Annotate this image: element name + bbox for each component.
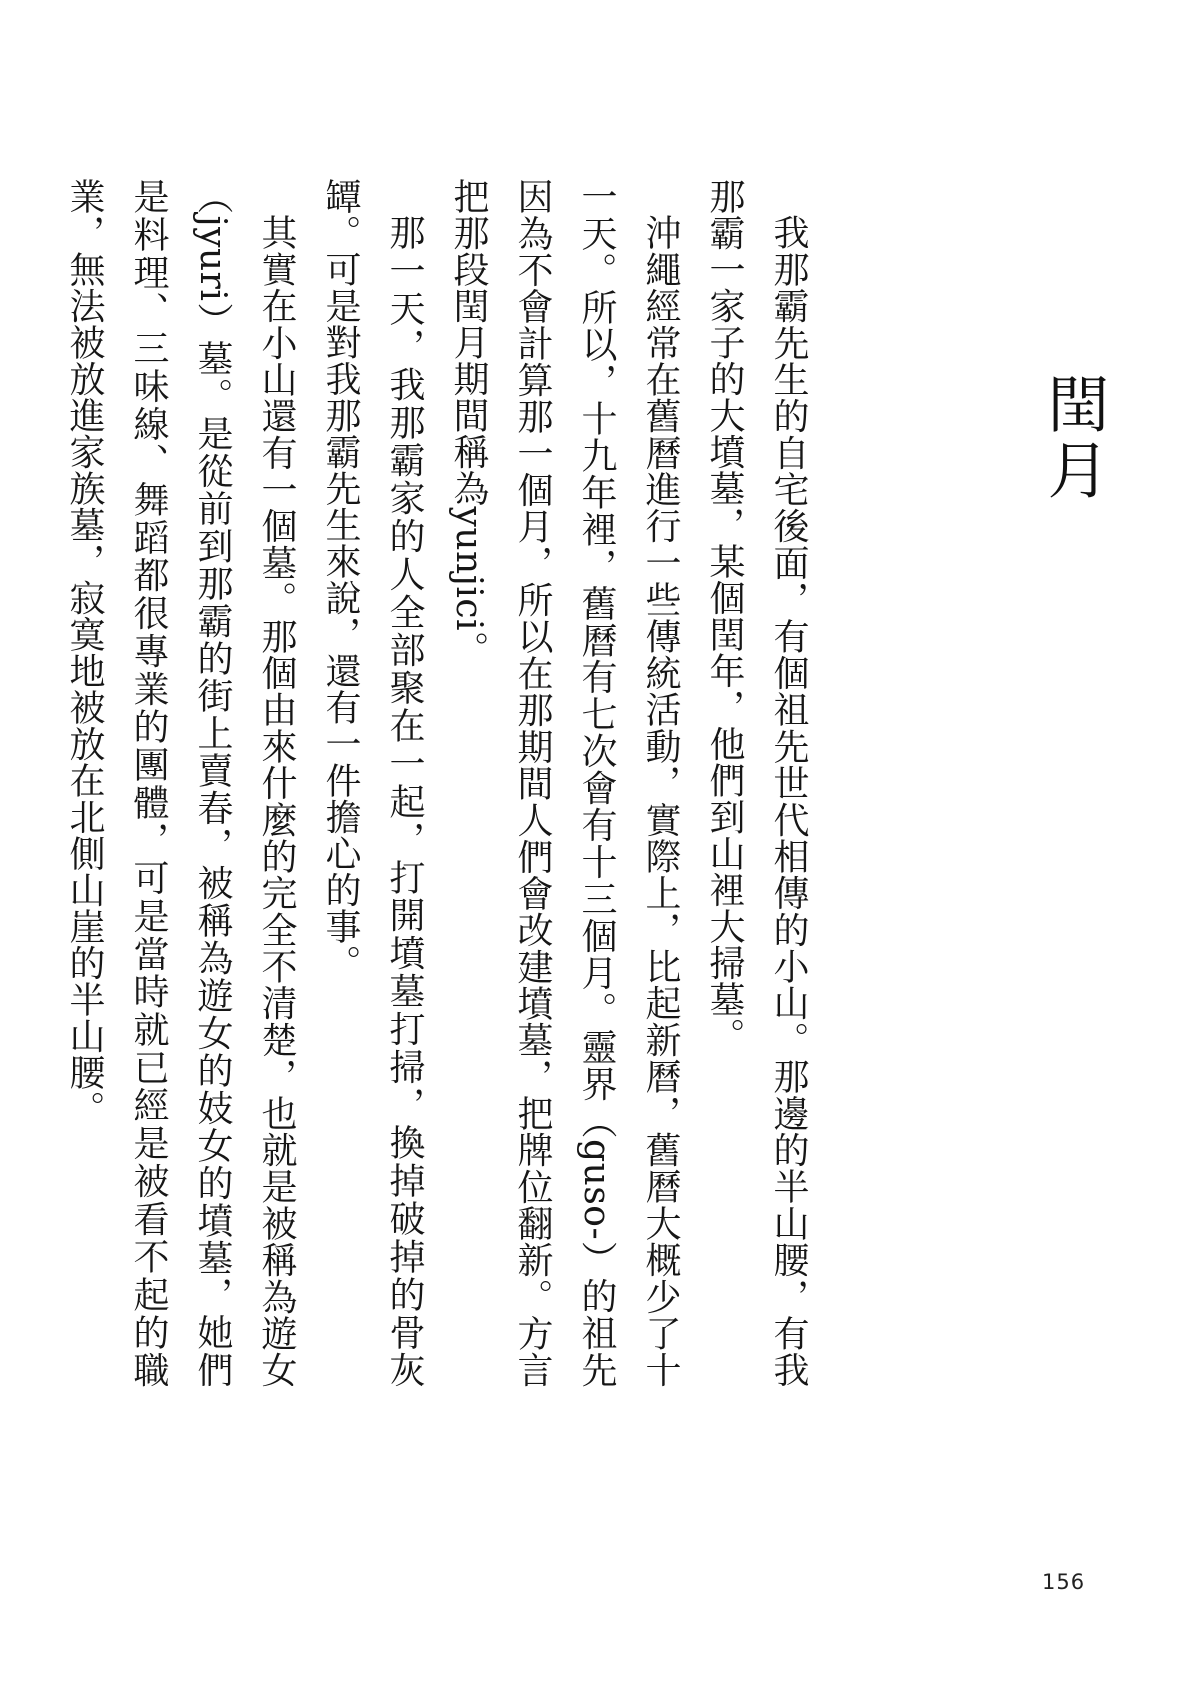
paragraph: 沖繩經常在舊曆進行一些傳統活動，實際上，比起新曆，舊曆大概少了十一天。所以，十九年裡，舊曆有七次會有十三個月。靈界（guso-）的祖先因為不會計算那一個月，所以在那期間人們會改建墳墓，把牌位翻新。方言把那段閏月期間稱為yunjici。 (448, 178, 681, 1388)
paragraph: 我那霸先生的自宅後面，有個祖先世代相傳的小山。那邊的半山腰，有我那霸一家子的大墳墓，某個閏年，他們到山裡大掃墓。 (704, 178, 809, 1388)
paragraph: 那一天，我那霸家的人全部聚在一起，打開墳墓打掃，換掉破掉的骨灰罈。可是對我那霸先生來說，還有一件擔心的事。 (320, 178, 425, 1388)
chapter-title: 閏月 (1037, 372, 1110, 504)
page-number: 156 (1042, 1570, 1086, 1594)
paragraph: 其實在小山還有一個墓。那個由來什麼的完全不清楚，也就是被稱為遊女（jyuri）墓。是從前到那霸的街上賣春，被稱為遊女的妓女的墳墓，她們是料理、三味線、舞蹈都很專業的團體，可是當時就已經是被看不起的職業，無法被放進家族墓，寂寞地被放在北側山崖的半山腰。 (64, 178, 297, 1388)
body-text (64, 178, 820, 1388)
